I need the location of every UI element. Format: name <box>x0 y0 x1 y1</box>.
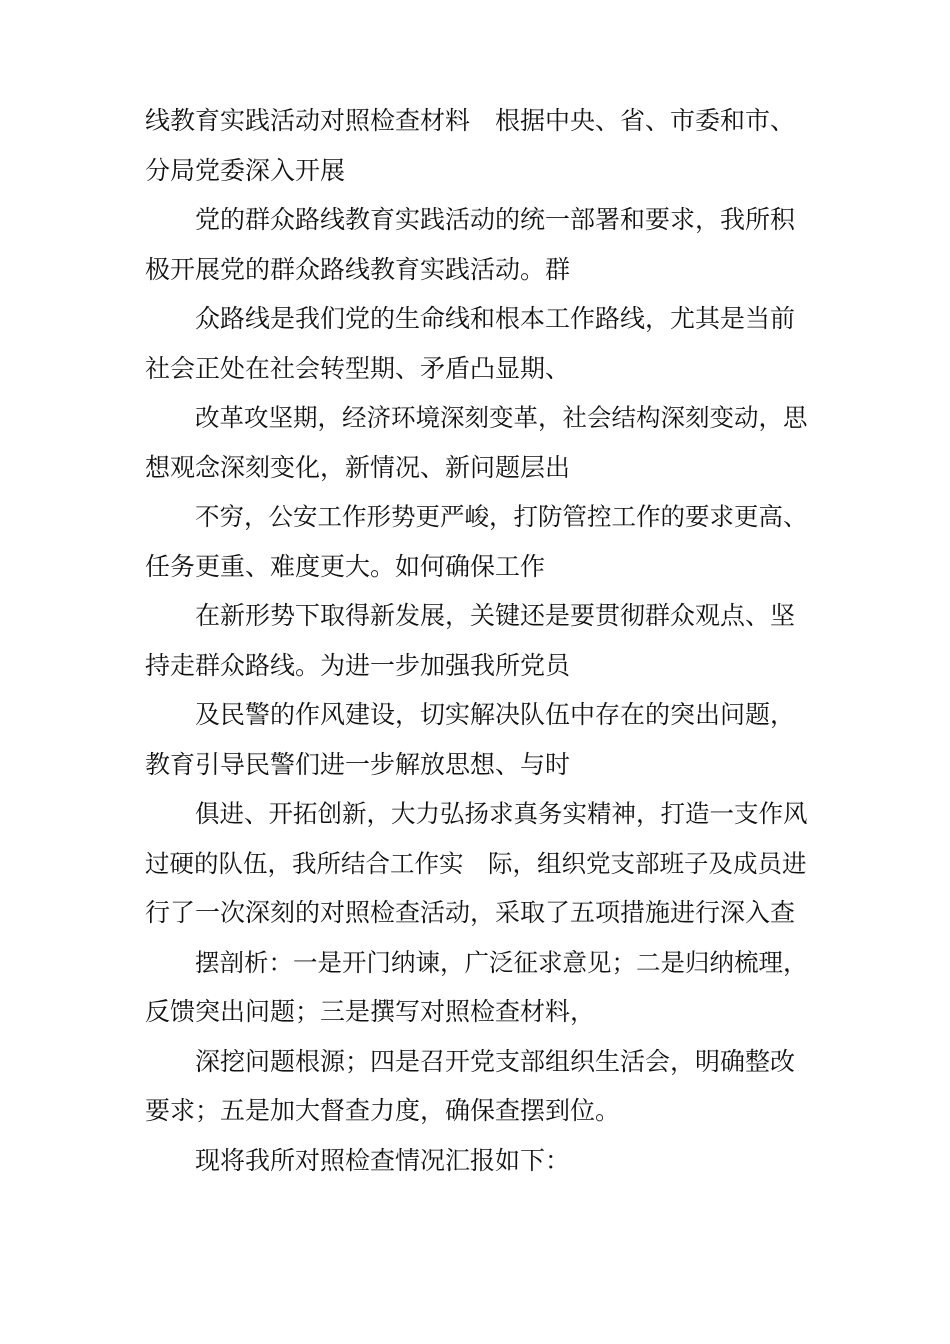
text-line: 持走群众路线。为进一步加强我所党员 <box>145 650 571 680</box>
text-line: 现将我所对照检查情况汇报如下： <box>195 1145 571 1175</box>
text-line: 改革攻坚期，经济环境深刻变革，社会结构深刻变动，思 <box>195 403 808 432</box>
text-line: 众路线是我们党的生命线和根本工作路线，尤其是当前 <box>195 304 796 333</box>
text-line: 党的群众路线教育实践活动的统一部署和要求，我所积 <box>195 205 796 234</box>
text-line: 要求；五是加大督查力度，确保查摆到位。 <box>145 1096 621 1125</box>
text-line: 教育引导民警们进一步解放思想、与时 <box>145 749 571 779</box>
text-line: 极开展党的群众路线教育实践活动。群 <box>145 254 571 284</box>
text-line: 行了一次深刻的对照检查活动，采取了五项措施进行深入查 <box>145 898 796 927</box>
text-line: 过硬的队伍，我所结合工作实 际，组织党支部班子及成员进 <box>145 848 807 878</box>
text-line: 不穷，公安工作形势更严峻，打防管控工作的要求更高、 <box>195 502 808 531</box>
text-line: 在新形势下取得新发展，关键还是要贯彻群众观点、坚 <box>195 601 796 630</box>
text-line: 深挖问题根源；四是召开党支部组织生活会，明确整改 <box>195 1046 796 1076</box>
text-line: 俱进、开拓创新，大力弘扬求真务实精神，打造一支作风 <box>195 799 808 828</box>
text-line: 分局党委深入开展 <box>145 155 346 185</box>
document-body <box>145 96 815 1185</box>
text-line: 任务更重、难度更大。如何确保工作 <box>145 551 546 581</box>
text-line: 及民警的作风建设，切实解决队伍中存在的突出问题， <box>195 700 796 729</box>
text-line: 反馈突出问题；三是撰写对照检查材料， <box>145 997 596 1026</box>
text-line: 想观念深刻变化，新情况、新问题层出 <box>145 452 571 482</box>
text-line: 社会正处在社会转型期、矛盾凸显期、 <box>145 353 571 383</box>
text-line: 摆剖析：一是开门纳谏，广泛征求意见；二是归纳梳理， <box>195 947 808 977</box>
text-line: 线教育实践活动对照检查材料 根据中央、省、市委和市、 <box>145 106 796 135</box>
